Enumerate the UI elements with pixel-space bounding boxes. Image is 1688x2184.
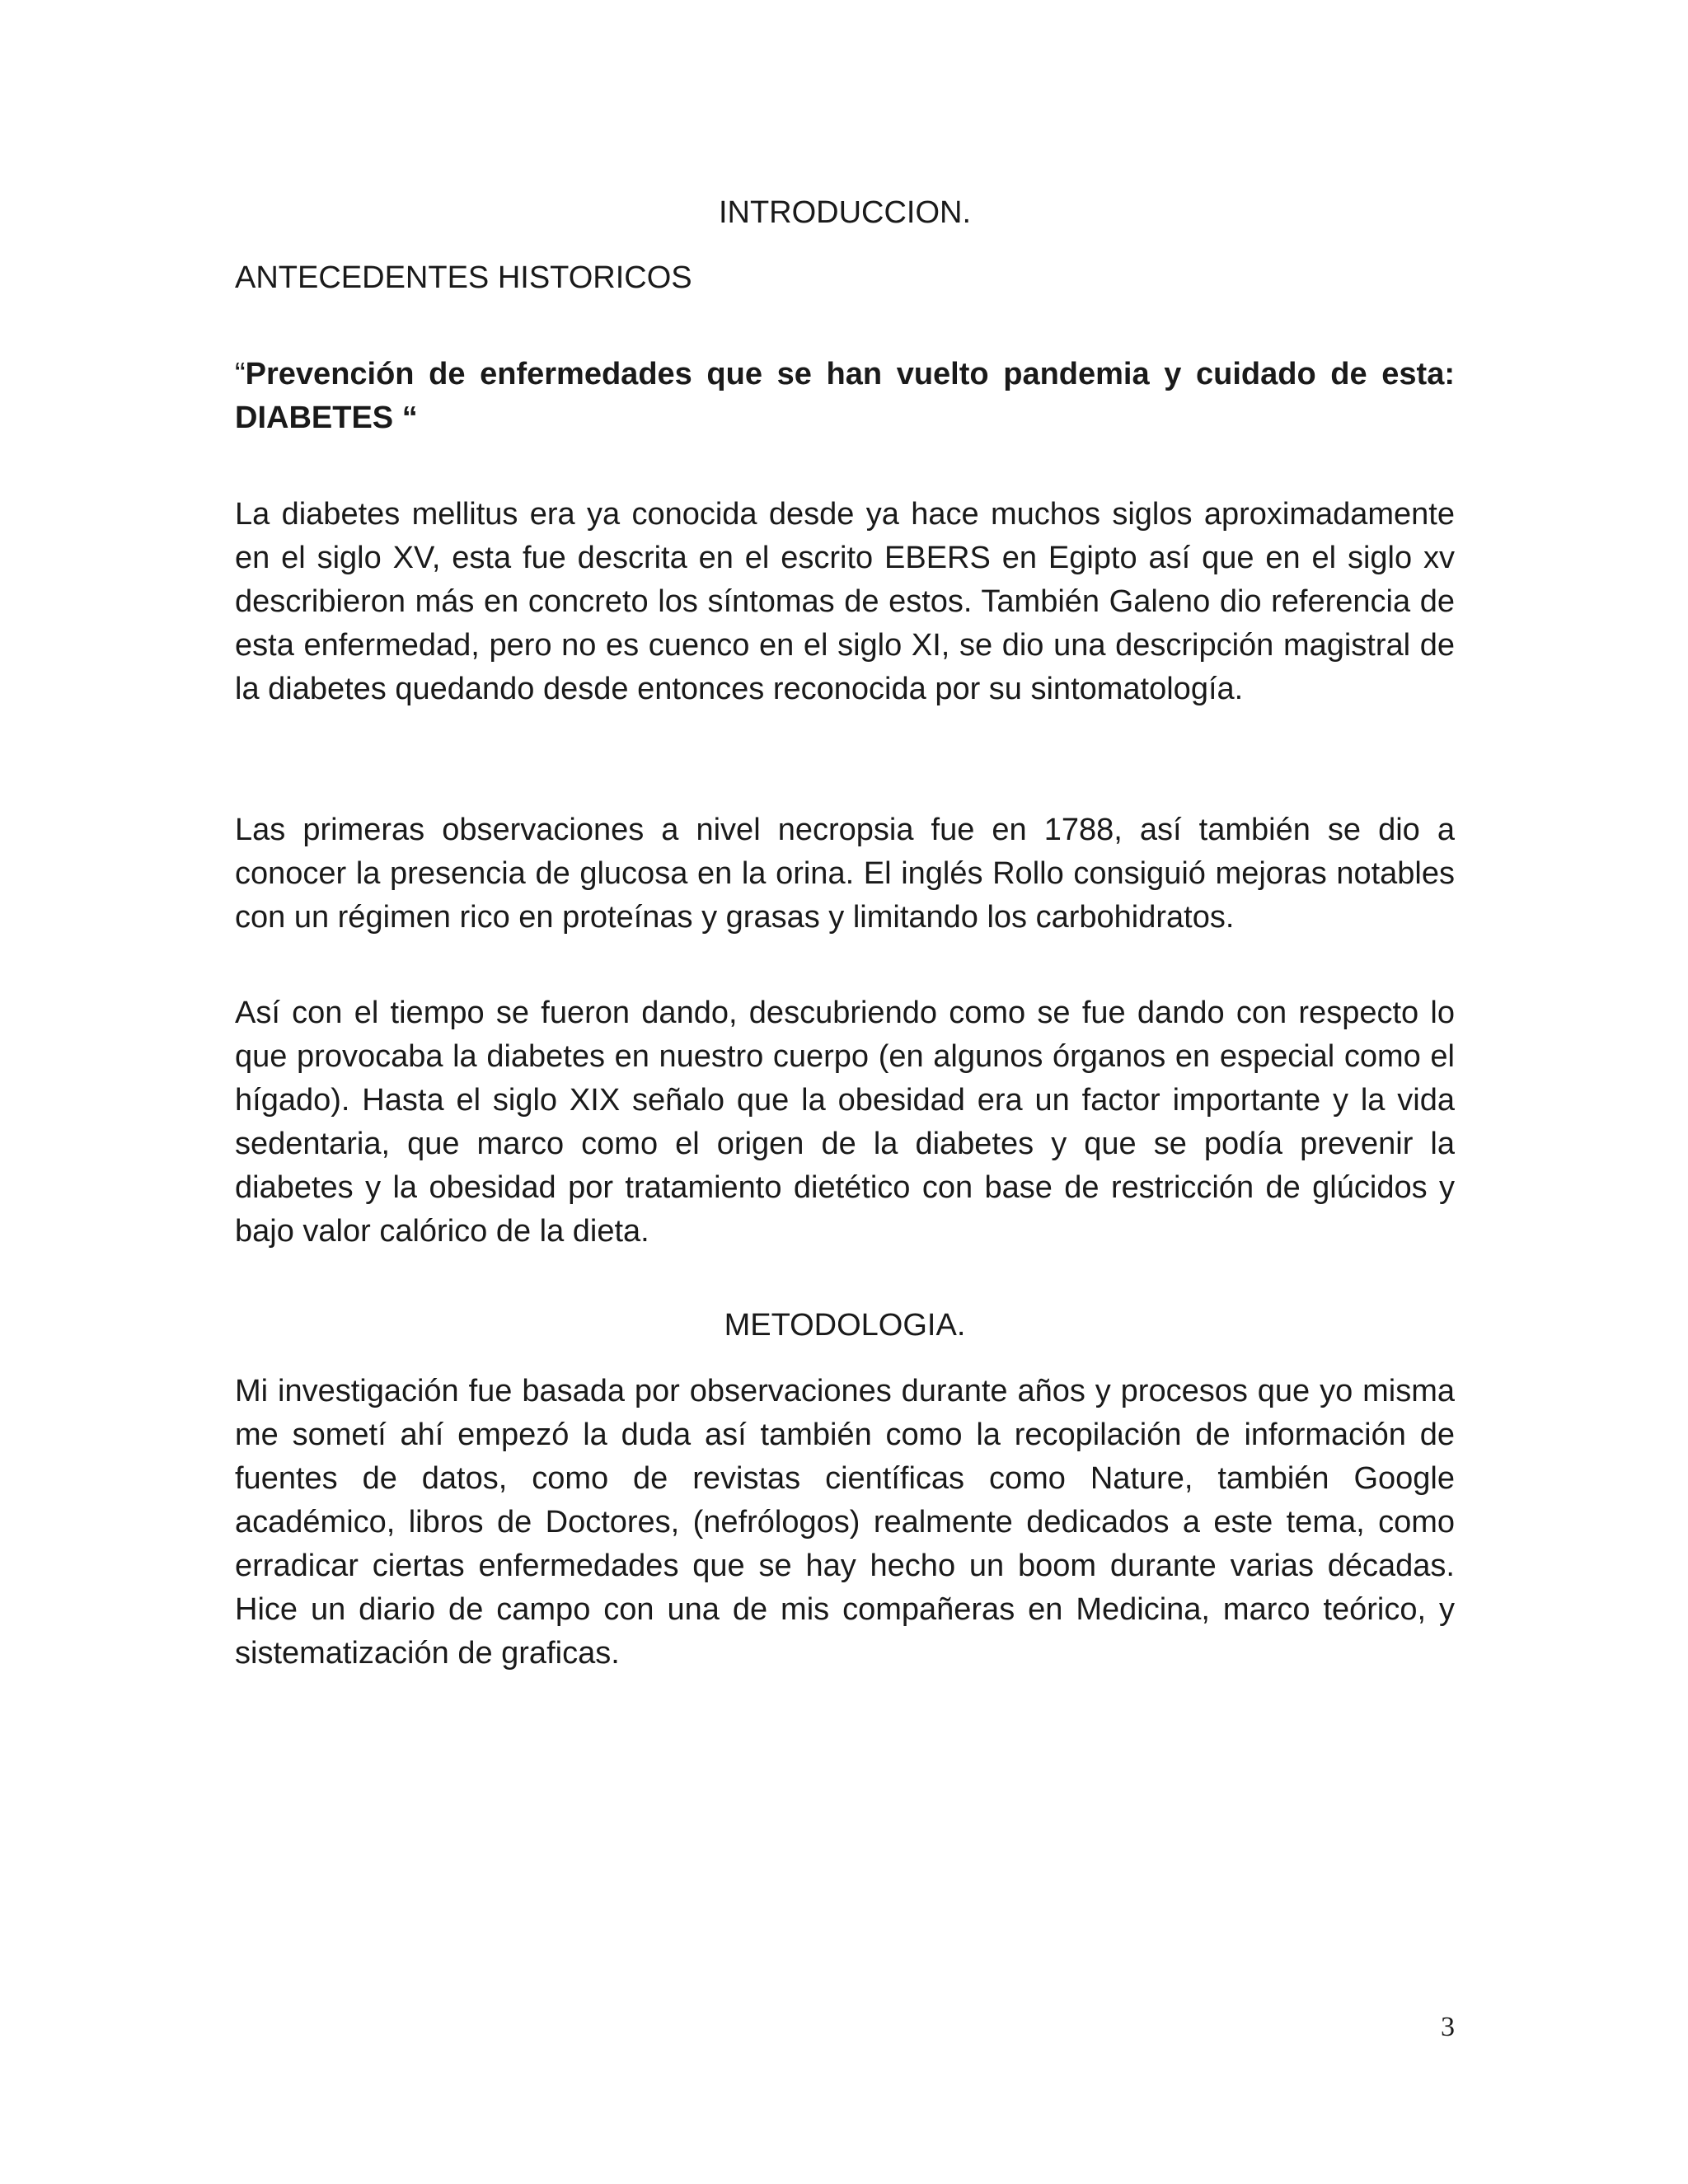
heading-metodologia: METODOLOGIA. — [724, 1308, 966, 1343]
title-text: Prevención de enfermedades que se han vuelto pandemia y cuidado de esta: DIABETES “ — [235, 357, 1455, 435]
paragraph-historia-2: Las primeras observaciones a nivel necropsia fue en 1788, así también se dio a conocer la presencia de glucosa en la orina. El inglés Rollo consiguió mejoras notables con un régimen rico en proteínas y grasas y limitando los carbohidratos. — [235, 813, 1455, 935]
page-number: 3 — [1441, 2012, 1455, 2042]
subheading-antecedentes: ANTECEDENTES HISTORICOS — [235, 260, 692, 295]
heading-introduccion: INTRODUCCION. — [718, 195, 972, 230]
paragraph-historia-3: Así con el tiempo se fueron dando, descubriendo como se fue dando con respecto lo que provocaba la diabetes en nuestro cuerpo (en algunos órganos en especial como el hígado). Hasta el siglo XIX señalo que la obesidad era un factor importante y la vida sedentaria, que marco como el origen de la diabetes y que se podía prevenir la diabetes y la obesidad por tratamiento dietético con base de restricción de glúcidos y bajo valor calórico de la dieta. — [235, 996, 1455, 1249]
paragraph-historia-1: La diabetes mellitus era ya conocida desde ya hace muchos siglos aproximadamente en el siglo XV, esta fue descrita en el escrito EBERS en Egipto así que en el siglo xv describieron más en concreto los síntomas de estos. También Galeno dio referencia de esta enfermedad, pero no es cuenco en el siglo XI, se dio una descripción magistral de la diabetes quedando desde entonces reconocida por su sintomatología. — [235, 497, 1455, 706]
title-open-quote: “ — [235, 357, 246, 391]
paragraph-metodologia: Mi investigación fue basada por observaciones durante años y procesos que yo misma me sometí ahí empezó la duda así también como la recopilación de información de fuentes de datos, como de revistas científicas como Nature, también Google académico, libros de Doctores, (nefrólogos) realmente dedicados a este tema, como erradicar ciertas enfermedades que se hay hecho un boom durante varias décadas. Hice un diario de campo con una de mis compañeras en Medicina, marco teórico, y sistematización de graficas. — [235, 1374, 1455, 1671]
document-title — [235, 353, 1455, 440]
